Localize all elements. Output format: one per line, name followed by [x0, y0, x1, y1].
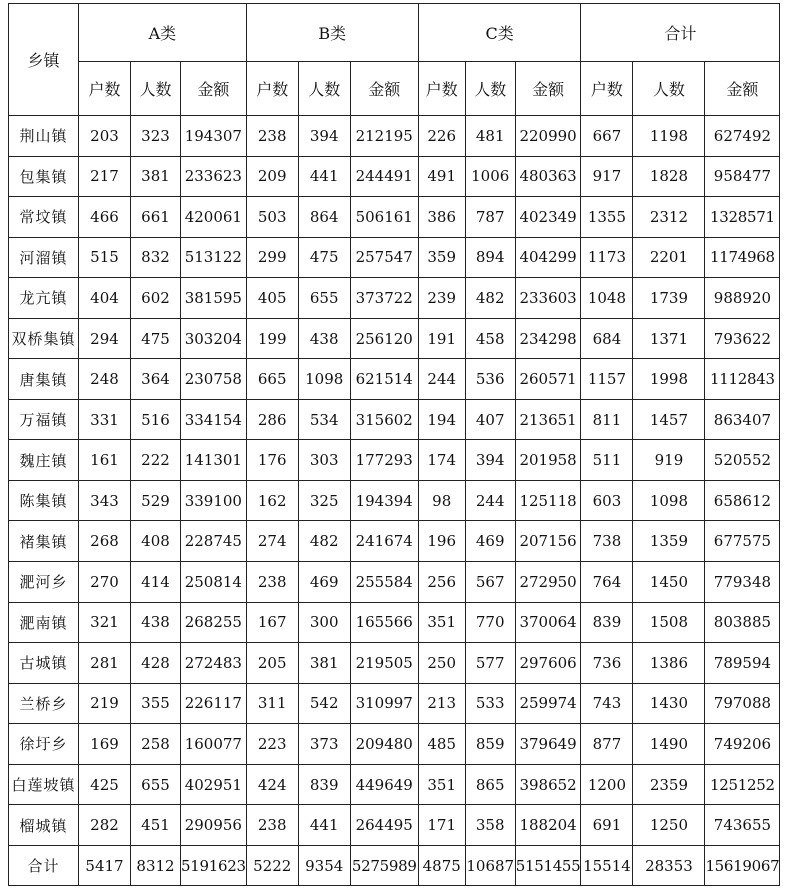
value-cell: 161: [79, 440, 131, 481]
value-cell: 458: [465, 318, 515, 359]
value-cell: 894: [465, 237, 515, 278]
value-cell: 779348: [705, 562, 780, 603]
value-cell: 325: [298, 480, 350, 521]
value-cell: 334154: [181, 399, 247, 440]
header-group-b: B类: [246, 4, 418, 62]
table-row: [9, 237, 780, 278]
value-cell: 259974: [515, 683, 581, 724]
value-cell: 627492: [705, 116, 780, 157]
value-cell: 677575: [705, 521, 780, 562]
value-cell: 469: [298, 562, 350, 603]
value-cell: 1490: [633, 724, 705, 765]
value-cell: 482: [298, 521, 350, 562]
value-cell: 370064: [515, 602, 581, 643]
value-cell: 241674: [350, 521, 418, 562]
value-cell: 793622: [705, 318, 780, 359]
town-name-cell: 龙亢镇: [9, 278, 79, 319]
value-cell: 260571: [515, 359, 581, 400]
value-cell: 281: [79, 643, 131, 684]
value-cell: 125118: [515, 480, 581, 521]
value-cell: 1371: [633, 318, 705, 359]
value-cell: 475: [131, 318, 181, 359]
value-cell: 398652: [515, 764, 581, 805]
value-cell: 8312: [131, 845, 181, 886]
value-cell: 404: [79, 278, 131, 319]
town-name-cell: 陈集镇: [9, 480, 79, 521]
table-header: [9, 4, 780, 116]
table-row: [9, 521, 780, 562]
value-cell: 1200: [581, 764, 633, 805]
value-cell: 917: [581, 156, 633, 197]
value-cell: 1355: [581, 197, 633, 238]
value-cell: 228745: [181, 521, 247, 562]
value-cell: 217: [79, 156, 131, 197]
value-cell: 331: [79, 399, 131, 440]
value-cell: 621514: [350, 359, 418, 400]
value-cell: 516: [131, 399, 181, 440]
table-row: [9, 480, 780, 521]
value-cell: 358: [465, 805, 515, 846]
value-cell: 691: [581, 805, 633, 846]
town-name-cell: 魏庄镇: [9, 440, 79, 481]
value-cell: 207156: [515, 521, 581, 562]
value-cell: 379649: [515, 724, 581, 765]
value-cell: 491: [418, 156, 465, 197]
value-cell: 1739: [633, 278, 705, 319]
value-cell: 394: [298, 116, 350, 157]
value-cell: 1508: [633, 602, 705, 643]
value-cell: 213651: [515, 399, 581, 440]
value-cell: 661: [131, 197, 181, 238]
subheader-households: 户数: [79, 62, 131, 116]
table-row: [9, 156, 780, 197]
value-cell: 238: [246, 805, 298, 846]
value-cell: 233623: [181, 156, 247, 197]
value-cell: 438: [298, 318, 350, 359]
value-cell: 787: [465, 197, 515, 238]
value-cell: 256: [418, 562, 465, 603]
town-name-cell: 万福镇: [9, 399, 79, 440]
value-cell: 803885: [705, 602, 780, 643]
value-cell: 28353: [633, 845, 705, 886]
value-cell: 839: [298, 764, 350, 805]
value-cell: 194307: [181, 116, 247, 157]
town-name-cell: 褚集镇: [9, 521, 79, 562]
subheader-persons: 人数: [633, 62, 705, 116]
table-row: [9, 562, 780, 603]
value-cell: 9354: [298, 845, 350, 886]
value-cell: 503: [246, 197, 298, 238]
table-row: [9, 399, 780, 440]
subheader-households: 户数: [581, 62, 633, 116]
value-cell: 381: [298, 643, 350, 684]
value-cell: 520552: [705, 440, 780, 481]
value-cell: 219505: [350, 643, 418, 684]
value-cell: 1098: [298, 359, 350, 400]
value-cell: 811: [581, 399, 633, 440]
value-cell: 832: [131, 237, 181, 278]
value-cell: 282: [79, 805, 131, 846]
value-cell: 339100: [181, 480, 247, 521]
value-cell: 162: [246, 480, 298, 521]
value-cell: 169: [79, 724, 131, 765]
value-cell: 1098: [633, 480, 705, 521]
value-cell: 425: [79, 764, 131, 805]
value-cell: 234298: [515, 318, 581, 359]
value-cell: 364: [131, 359, 181, 400]
town-name-cell: 兰桥乡: [9, 683, 79, 724]
value-cell: 542: [298, 683, 350, 724]
value-cell: 238: [246, 116, 298, 157]
value-cell: 15619067: [705, 845, 780, 886]
value-cell: 449649: [350, 764, 418, 805]
value-cell: 290956: [181, 805, 247, 846]
value-cell: 1174968: [705, 237, 780, 278]
value-cell: 1430: [633, 683, 705, 724]
value-cell: 238: [246, 562, 298, 603]
value-cell: 743655: [705, 805, 780, 846]
value-cell: 321: [79, 602, 131, 643]
value-cell: 424: [246, 764, 298, 805]
value-cell: 315602: [350, 399, 418, 440]
value-cell: 919: [633, 440, 705, 481]
value-cell: 658612: [705, 480, 780, 521]
value-cell: 1328571: [705, 197, 780, 238]
header-town: 乡镇: [9, 4, 79, 116]
value-cell: 958477: [705, 156, 780, 197]
value-cell: 394: [465, 440, 515, 481]
value-cell: 770: [465, 602, 515, 643]
value-cell: 1112843: [705, 359, 780, 400]
value-cell: 1198: [633, 116, 705, 157]
value-cell: 256120: [350, 318, 418, 359]
value-cell: 188204: [515, 805, 581, 846]
header-group-c: C类: [418, 4, 581, 62]
value-cell: 428: [131, 643, 181, 684]
value-cell: 1998: [633, 359, 705, 400]
town-name-cell: 徐圩乡: [9, 724, 79, 765]
subheader-households: 户数: [246, 62, 298, 116]
value-cell: 220990: [515, 116, 581, 157]
value-cell: 176: [246, 440, 298, 481]
value-cell: 5151455: [515, 845, 581, 886]
value-cell: 865: [465, 764, 515, 805]
subheader-amount: 金额: [705, 62, 780, 116]
header-group-a: A类: [79, 4, 247, 62]
value-cell: 1386: [633, 643, 705, 684]
value-cell: 255584: [350, 562, 418, 603]
value-cell: 373722: [350, 278, 418, 319]
value-cell: 764: [581, 562, 633, 603]
table-row: [9, 116, 780, 157]
value-cell: 381: [131, 156, 181, 197]
value-cell: 1457: [633, 399, 705, 440]
value-cell: 4875: [418, 845, 465, 886]
subheader-persons: 人数: [131, 62, 181, 116]
table-row: [9, 683, 780, 724]
table-row: [9, 278, 780, 319]
table-row: [9, 805, 780, 846]
value-cell: 404299: [515, 237, 581, 278]
value-cell: 226117: [181, 683, 247, 724]
value-cell: 441: [298, 156, 350, 197]
value-cell: 381595: [181, 278, 247, 319]
value-cell: 1450: [633, 562, 705, 603]
subheader-persons: 人数: [465, 62, 515, 116]
town-name-cell: 包集镇: [9, 156, 79, 197]
value-cell: 203: [79, 116, 131, 157]
value-cell: 414: [131, 562, 181, 603]
value-cell: 272483: [181, 643, 247, 684]
town-name-cell: 唐集镇: [9, 359, 79, 400]
value-cell: 877: [581, 724, 633, 765]
value-cell: 2312: [633, 197, 705, 238]
value-cell: 789594: [705, 643, 780, 684]
value-cell: 567: [465, 562, 515, 603]
value-cell: 482: [465, 278, 515, 319]
value-cell: 272950: [515, 562, 581, 603]
value-cell: 239: [418, 278, 465, 319]
value-cell: 257547: [350, 237, 418, 278]
value-cell: 603: [581, 480, 633, 521]
value-cell: 5191623: [181, 845, 247, 886]
value-cell: 469: [465, 521, 515, 562]
value-cell: 665: [246, 359, 298, 400]
subsidy-table: [8, 3, 780, 886]
value-cell: 167: [246, 602, 298, 643]
value-cell: 226: [418, 116, 465, 157]
value-cell: 480363: [515, 156, 581, 197]
value-cell: 209: [246, 156, 298, 197]
value-cell: 577: [465, 643, 515, 684]
value-cell: 506161: [350, 197, 418, 238]
value-cell: 213: [418, 683, 465, 724]
value-cell: 223: [246, 724, 298, 765]
value-cell: 286: [246, 399, 298, 440]
value-cell: 351: [418, 764, 465, 805]
value-cell: 511: [581, 440, 633, 481]
value-cell: 171: [418, 805, 465, 846]
subheader-persons: 人数: [298, 62, 350, 116]
value-cell: 441: [298, 805, 350, 846]
value-cell: 311: [246, 683, 298, 724]
value-cell: 1359: [633, 521, 705, 562]
value-cell: 1006: [465, 156, 515, 197]
value-cell: 749206: [705, 724, 780, 765]
value-cell: 201958: [515, 440, 581, 481]
value-cell: 864: [298, 197, 350, 238]
value-cell: 297606: [515, 643, 581, 684]
value-cell: 194: [418, 399, 465, 440]
town-name-cell: 淝南镇: [9, 602, 79, 643]
table-row: [9, 764, 780, 805]
value-cell: 299: [246, 237, 298, 278]
value-cell: 244: [465, 480, 515, 521]
subheader-amount: 金额: [350, 62, 418, 116]
table-row: [9, 318, 780, 359]
value-cell: 209480: [350, 724, 418, 765]
value-cell: 194394: [350, 480, 418, 521]
value-cell: 475: [298, 237, 350, 278]
value-cell: 529: [131, 480, 181, 521]
table-row: [9, 359, 780, 400]
value-cell: 199: [246, 318, 298, 359]
value-cell: 515: [79, 237, 131, 278]
value-cell: 485: [418, 724, 465, 765]
table-row: [9, 197, 780, 238]
value-cell: 2201: [633, 237, 705, 278]
value-cell: 1250: [633, 805, 705, 846]
value-cell: 533: [465, 683, 515, 724]
value-cell: 407: [465, 399, 515, 440]
town-name-cell: 荆山镇: [9, 116, 79, 157]
value-cell: 402349: [515, 197, 581, 238]
value-cell: 343: [79, 480, 131, 521]
value-cell: 250814: [181, 562, 247, 603]
value-cell: 5222: [246, 845, 298, 886]
value-cell: 408: [131, 521, 181, 562]
value-cell: 655: [131, 764, 181, 805]
value-cell: 219: [79, 683, 131, 724]
subheader-households: 户数: [418, 62, 465, 116]
value-cell: 481: [465, 116, 515, 157]
value-cell: 988920: [705, 278, 780, 319]
table-row: [9, 643, 780, 684]
value-cell: 405: [246, 278, 298, 319]
value-cell: 1251252: [705, 764, 780, 805]
total-row: [9, 845, 780, 886]
town-name-cell: 合计: [9, 845, 79, 886]
value-cell: 174: [418, 440, 465, 481]
table-row: [9, 602, 780, 643]
town-name-cell: 榴城镇: [9, 805, 79, 846]
value-cell: 386: [418, 197, 465, 238]
value-cell: 10687: [465, 845, 515, 886]
value-cell: 268255: [181, 602, 247, 643]
value-cell: 2359: [633, 764, 705, 805]
value-cell: 863407: [705, 399, 780, 440]
town-name-cell: 双桥集镇: [9, 318, 79, 359]
value-cell: 5275989: [350, 845, 418, 886]
table-body: [9, 116, 780, 886]
value-cell: 294: [79, 318, 131, 359]
header-group-total: 合计: [581, 4, 780, 62]
value-cell: 310997: [350, 683, 418, 724]
value-cell: 250: [418, 643, 465, 684]
value-cell: 270: [79, 562, 131, 603]
subheader-amount: 金额: [181, 62, 247, 116]
value-cell: 98: [418, 480, 465, 521]
value-cell: 839: [581, 602, 633, 643]
value-cell: 536: [465, 359, 515, 400]
value-cell: 466: [79, 197, 131, 238]
value-cell: 797088: [705, 683, 780, 724]
value-cell: 859: [465, 724, 515, 765]
value-cell: 534: [298, 399, 350, 440]
value-cell: 165566: [350, 602, 418, 643]
table-row: [9, 440, 780, 481]
value-cell: 264495: [350, 805, 418, 846]
value-cell: 1828: [633, 156, 705, 197]
value-cell: 274: [246, 521, 298, 562]
value-cell: 1157: [581, 359, 633, 400]
value-cell: 212195: [350, 116, 418, 157]
value-cell: 684: [581, 318, 633, 359]
value-cell: 738: [581, 521, 633, 562]
value-cell: 191: [418, 318, 465, 359]
value-cell: 513122: [181, 237, 247, 278]
value-cell: 1173: [581, 237, 633, 278]
value-cell: 420061: [181, 197, 247, 238]
value-cell: 244: [418, 359, 465, 400]
value-cell: 268: [79, 521, 131, 562]
value-cell: 160077: [181, 724, 247, 765]
value-cell: 323: [131, 116, 181, 157]
town-name-cell: 河溜镇: [9, 237, 79, 278]
value-cell: 15514: [581, 845, 633, 886]
value-cell: 230758: [181, 359, 247, 400]
value-cell: 402951: [181, 764, 247, 805]
town-name-cell: 常坟镇: [9, 197, 79, 238]
value-cell: 743: [581, 683, 633, 724]
value-cell: 244491: [350, 156, 418, 197]
value-cell: 438: [131, 602, 181, 643]
town-name-cell: 古城镇: [9, 643, 79, 684]
value-cell: 258: [131, 724, 181, 765]
value-cell: 602: [131, 278, 181, 319]
value-cell: 177293: [350, 440, 418, 481]
table-row: [9, 724, 780, 765]
value-cell: 667: [581, 116, 633, 157]
value-cell: 5417: [79, 845, 131, 886]
value-cell: 355: [131, 683, 181, 724]
value-cell: 303: [298, 440, 350, 481]
value-cell: 351: [418, 602, 465, 643]
value-cell: 451: [131, 805, 181, 846]
value-cell: 736: [581, 643, 633, 684]
value-cell: 196: [418, 521, 465, 562]
value-cell: 248: [79, 359, 131, 400]
value-cell: 303204: [181, 318, 247, 359]
subheader-amount: 金额: [515, 62, 581, 116]
value-cell: 1048: [581, 278, 633, 319]
value-cell: 359: [418, 237, 465, 278]
value-cell: 300: [298, 602, 350, 643]
value-cell: 655: [298, 278, 350, 319]
value-cell: 373: [298, 724, 350, 765]
value-cell: 205: [246, 643, 298, 684]
value-cell: 222: [131, 440, 181, 481]
town-name-cell: 淝河乡: [9, 562, 79, 603]
value-cell: 141301: [181, 440, 247, 481]
value-cell: 233603: [515, 278, 581, 319]
town-name-cell: 白莲坡镇: [9, 764, 79, 805]
